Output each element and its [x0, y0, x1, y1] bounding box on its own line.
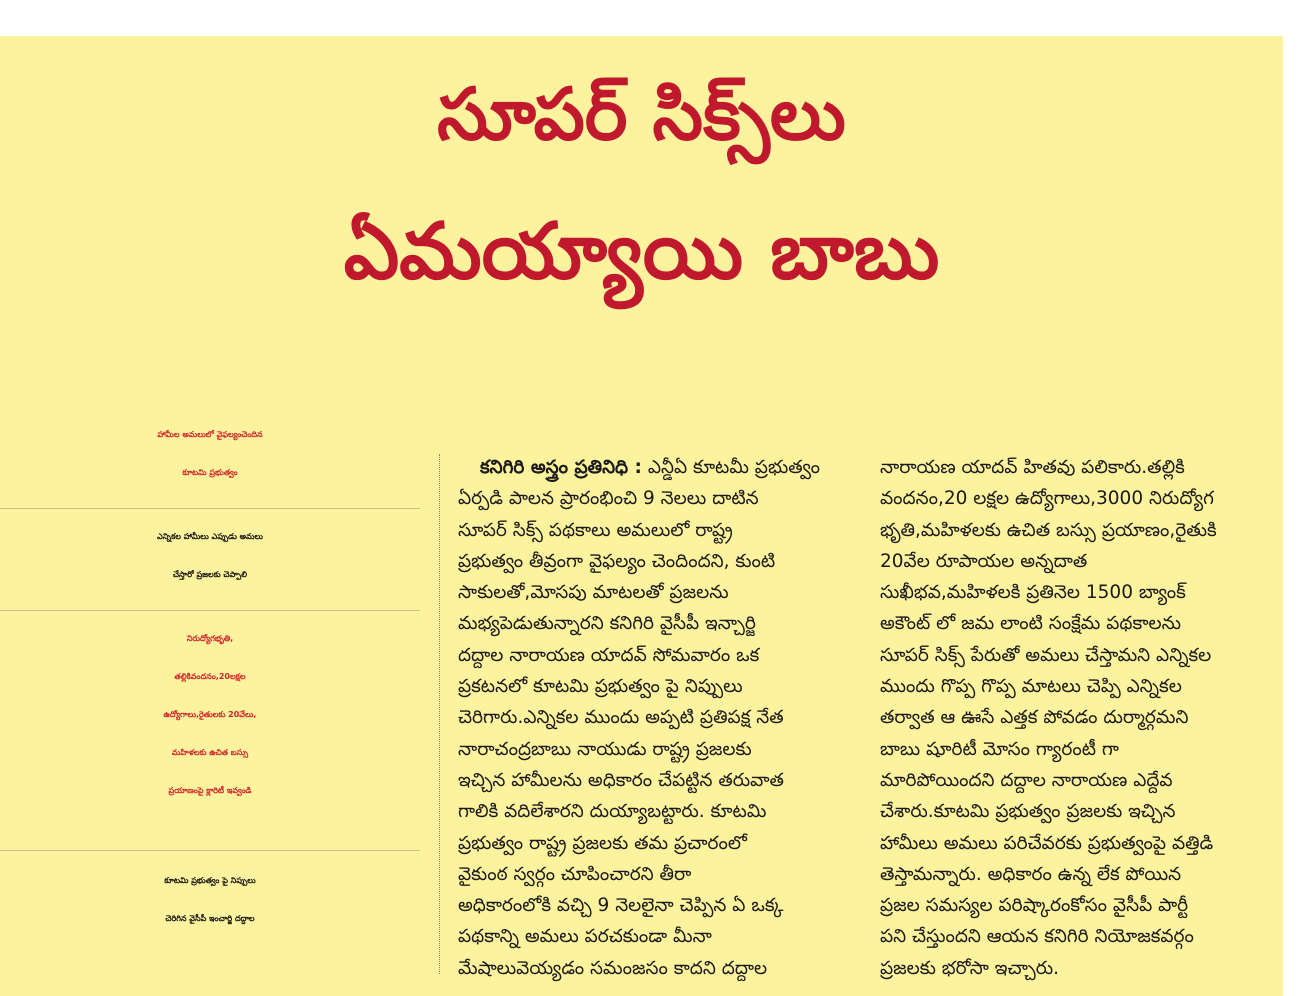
subhead-promises	[0, 518, 420, 594]
article-line: వందనం,20 లక్షల ఉద్యోగాలు,3000 నిరుద్యోగ	[880, 488, 1214, 510]
article-line: ప్రభుత్వం రాష్ట్ర ప్రజలకు తమ ప్రచారంలో	[458, 832, 747, 854]
divider	[0, 508, 420, 509]
column-divider	[439, 454, 440, 974]
article-line: చేశారు.కూటమి ప్రభుత్వం ప్రజలకు ఇచ్చిన	[880, 801, 1176, 823]
article-line: ఏర్పడి పాలన ప్రారంభించి 9 నెలలు దాటిన	[458, 488, 759, 510]
article-line: ప్రజలకు భరోసా ఇచ్చారు.	[880, 957, 1059, 979]
article-line: సాకులతో,మోసపు మాటలతో ప్రజలను	[458, 582, 729, 604]
subhead-line: కూటమి ప్రభుత్వం	[182, 468, 238, 477]
subhead-line: నిరుద్యోగభృతి,	[186, 634, 234, 643]
article-line: సూపర్ సిక్స్ పథకాలు అమలులో రాష్ట్ర	[458, 519, 733, 541]
subhead-line: కూటమి ప్రభుత్వం పై నిప్పులు	[164, 876, 256, 885]
byline: కనిగిరి అస్త్రం ప్రతినిధి :	[480, 457, 642, 478]
subhead-criticism	[0, 862, 420, 938]
subhead-line: చెరిగిన వైసీపీ ఇంచార్జి దద్దాల	[165, 914, 255, 923]
article-line: తర్వాత ఆ ఊసే ఎత్తక పోవడం దుర్మార్గమని	[880, 707, 1189, 729]
article-line: ప్రభుత్వం తీవ్రంగా వైఫల్యం చెందిందని, కుంటి	[458, 550, 776, 572]
article-column-1	[458, 452, 840, 984]
article-line: నారాయణ యాదవ్ హితవు పలికారు.తల్లికి	[880, 457, 1185, 478]
article-line: పని చేస్తుందని ఆయన కనిగిరి నియోజకవర్గం	[880, 926, 1194, 948]
article-line: పథకాన్ని అమలు పరచకుండా మీనా	[458, 926, 712, 948]
subhead-demands	[0, 620, 420, 810]
headline-line-1: సూపర్ సిక్స్‌లు	[437, 71, 846, 156]
article-line: బాబు షూరిటీ మోసం గ్యారంటీ గా	[880, 738, 1119, 760]
article-line: 20వేల రూపాయల అన్నదాత	[880, 550, 1088, 572]
article-line	[458, 452, 840, 483]
article-line: తెస్తామన్నారు. అధికారం ఉన్న లేక పోయిన	[880, 863, 1182, 885]
article-line: ప్రజల సమస్యల పరిష్కారంకోసం వైసీపీ పార్టీ	[880, 895, 1189, 917]
article-line: మభ్యపెడుతున్నారని కనిగిరి వైసీపీ ఇన్చార్జి	[458, 613, 756, 635]
article-line: ముందు గొప్ప గొప్ప మాటలు చెప్పి ఎన్నికల	[880, 676, 1182, 698]
subhead-line: మహిళలకు ఉచిత బస్సు	[171, 748, 249, 757]
subhead-line: చేస్తారో ప్రజలకు చెప్పాలి	[172, 570, 248, 579]
subhead-line: ప్రయాణంపై క్లారిటీ ఇవ్వండి	[168, 786, 252, 795]
article-line: గాలికి వదిలేశారని దుయ్యాబట్టారు. కూటమి	[458, 801, 767, 823]
headline-line-2: ఏమయ్యాయి బాబు	[343, 206, 940, 297]
article-line: సూపర్ సిక్స్ పేరుతో అమలు చేస్తామని ఎన్నికల	[880, 644, 1212, 666]
subhead-line: ఉద్యోగాలు,రైతులకు 20వేలు,	[163, 710, 257, 719]
divider	[0, 610, 420, 611]
subhead-line: ఎన్నికల హామీలు ఎప్పుడు అమలు	[157, 532, 263, 541]
article-text: ఎన్డీఏ కూటమీ ప్రభుత్వం	[647, 457, 820, 478]
article-line: వైకుంఠ స్వర్గం చూపించారని తీరా	[458, 863, 692, 885]
article-line: అకౌంట్ లో జమ లాంటి సంక్షేమ పథకాలను	[880, 613, 1182, 635]
article-line: నారాచంద్రబాబు నాయుడు రాష్ట్ర ప్రజలకు	[458, 738, 752, 760]
subhead-line: హామీల అమలులో వైఫల్యంచెందిన	[157, 430, 263, 439]
article-line: అధికారంలోకి వచ్చి 9 నెలలైనా చెప్పిన ఏ ఒక్క	[458, 895, 784, 917]
article-line: చెరిగారు.ఎన్నికల ముందు అప్పటి ప్రతిపక్ష నేత	[458, 707, 784, 729]
article-line: ప్రకటనలో కూటమి ప్రభుత్వం పై నిప్పులు	[458, 676, 743, 698]
article-line: మేషాలువెయ్యడం సమంజసం కాదని దద్దాల	[458, 957, 768, 979]
article-line: ఇచ్చిన హామీలను అధికారం చేపట్టిన తరువాత	[458, 769, 784, 791]
subhead-line: తల్లికివందనం,20లక్షల	[174, 672, 246, 681]
article-line: దద్దాల నారాయణ యాదవ్ సోమవారం ఒక	[458, 644, 760, 666]
article-line: హామీలు అమలు పరిచేవరకు ప్రభుత్వంపై వత్తిడి	[880, 832, 1214, 854]
article-column-2	[880, 452, 1272, 984]
article-line: మారిపోయిందని దద్దాల నారాయణ ఎద్దేవ	[880, 769, 1173, 791]
article-line: సుఖీభవ,మహిళలకి ప్రతినెల 1500 బ్యాంక్	[880, 582, 1186, 604]
divider	[0, 850, 420, 851]
article-line: భృతి,మహిళలకు ఉచిత బస్సు ప్రయాణం,రైతుకి	[880, 519, 1217, 541]
subhead-failure	[0, 416, 420, 492]
